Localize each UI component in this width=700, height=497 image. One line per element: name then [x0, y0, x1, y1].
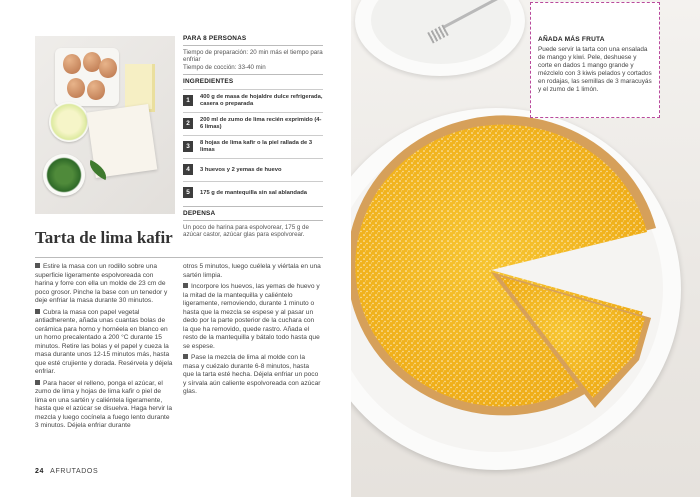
ingredient-row — [183, 112, 323, 135]
method-step: Incorpore los huevos, las yemas de huevo y la mitad de la mantequilla y caliéntelo ligeramente, removiendo, durante 1 minuto o hasta que la mezcla se espese y al pasar un dedo por la parte posterior de la cuchara con la que ha removido, quede rastro. Añada el resto de la mantequilla y bátalo todo hasta que se espese. — [183, 283, 320, 350]
ingredient-number: 3 — [183, 141, 193, 152]
title-divider — [35, 257, 323, 258]
section-name: AFRUTADOS — [50, 468, 99, 475]
page-number: 24 — [35, 468, 44, 475]
ingredient-row — [183, 158, 323, 181]
ingredients-photo — [35, 36, 175, 214]
method-step: Pase la mezcla de lima al molde con la masa y cuézalo durante 6-8 minutos, hasta que la tarta esté hecha. Déjela enfriar un poco y sírvala aún caliente espolvoreada con azúcar glas. — [183, 354, 321, 395]
method-step: Cubra la masa con papel vegetal antiadherente, añada unas cuantas bolas de cerámica para horno y hornéela en blanco en un horno precalentado a 200 °C durante 15 minutos. Retire las bolas y el papel y cueza la masa durante unos 12-15 minutos más, hasta que esté crujiente y dorada. Resérvela y déjela enfriar. — [35, 308, 173, 375]
method-step: Estire la masa con un rodillo sobre una superficie ligeramente espolvoreada con harina y forre con ella un molde de 23 cm de poco grosor. Pinche la base con un tenedor y deje enfriar la masa durante 30 minutos. — [35, 263, 168, 304]
kafir-leaves-bowl — [43, 154, 85, 196]
method-column-left — [35, 263, 173, 434]
tip-heading: AÑADA MÁS FRUTA — [538, 36, 605, 43]
ingredient-text: 200 ml de zumo de lima recién exprimido (4-6 limas) — [200, 117, 322, 130]
bullet-icon — [183, 283, 188, 288]
ingredient-text: 8 hojas de lima kafir o la piel rallada de 3 limas — [200, 140, 313, 153]
ingredient-row — [183, 135, 323, 158]
bullet-icon — [35, 380, 40, 385]
page-footer — [35, 468, 98, 475]
cook-time: Tiempo de cocción: 33-40 min — [183, 63, 266, 71]
bullet-icon — [183, 354, 188, 359]
ingredients-heading: INGREDIENTES — [183, 78, 234, 86]
ingredient-number: 4 — [183, 164, 193, 175]
ingredient-text: 400 g de masa de hojaldre dulce refrigerada, casera o preparada — [200, 94, 323, 107]
ingredient-row — [183, 181, 323, 204]
pantry-text: Un poco de harina para espolvorear, 175 g de azúcar castor, azúcar glas para espolvorear. — [183, 223, 309, 239]
recipe-title: Tarta de lima kafir — [35, 228, 173, 247]
ingredient-number: 1 — [183, 95, 193, 106]
ingredient-text: 3 huevos y 2 yemas de huevo — [200, 166, 282, 173]
method-step: Para hacer el relleno, ponga el azúcar, el zumo de lima y hojas de lima kafir o piel de lima en una sartén y caliéntela ligeramente, hasta que el azúcar se disuelva. Haga hervir la mezcla y luego cocínela a fuego lento durante 3 minutos. Déjela enfriar durante — [35, 379, 173, 429]
ingredient-number: 5 — [183, 187, 193, 198]
servings-heading: PARA 8 PERSONAS — [183, 35, 247, 42]
method-column-right — [183, 263, 321, 400]
ingredient-number: 2 — [183, 118, 193, 129]
method-step-continued: otros 5 minutos, luego cuélela y viértala en una sartén limpia. — [183, 263, 321, 279]
lime-juice-bowl — [49, 102, 89, 142]
bullet-icon — [35, 309, 40, 314]
ingredient-text: 175 g de mantequilla sin sal ablandada — [200, 189, 307, 196]
prep-time: Tiempo de preparación: 20 min más el tiempo para enfriar — [183, 48, 323, 64]
tip-text: Puede servir la tarta con una ensalada de mango y kiwi. Pele, deshuese y corte en dados 1 mango grande y mézclelo con 3 kiwis pelados y cortados en rodajas, las semillas de 3 maracuyás y el zumo de 1 limón. — [538, 46, 652, 93]
pantry-heading: DEPENSA — [183, 209, 216, 217]
recipe-info — [183, 35, 323, 239]
tip-box — [530, 2, 660, 118]
egg-carton — [55, 48, 119, 106]
bullet-icon — [35, 263, 40, 268]
ingredient-row — [183, 89, 323, 112]
